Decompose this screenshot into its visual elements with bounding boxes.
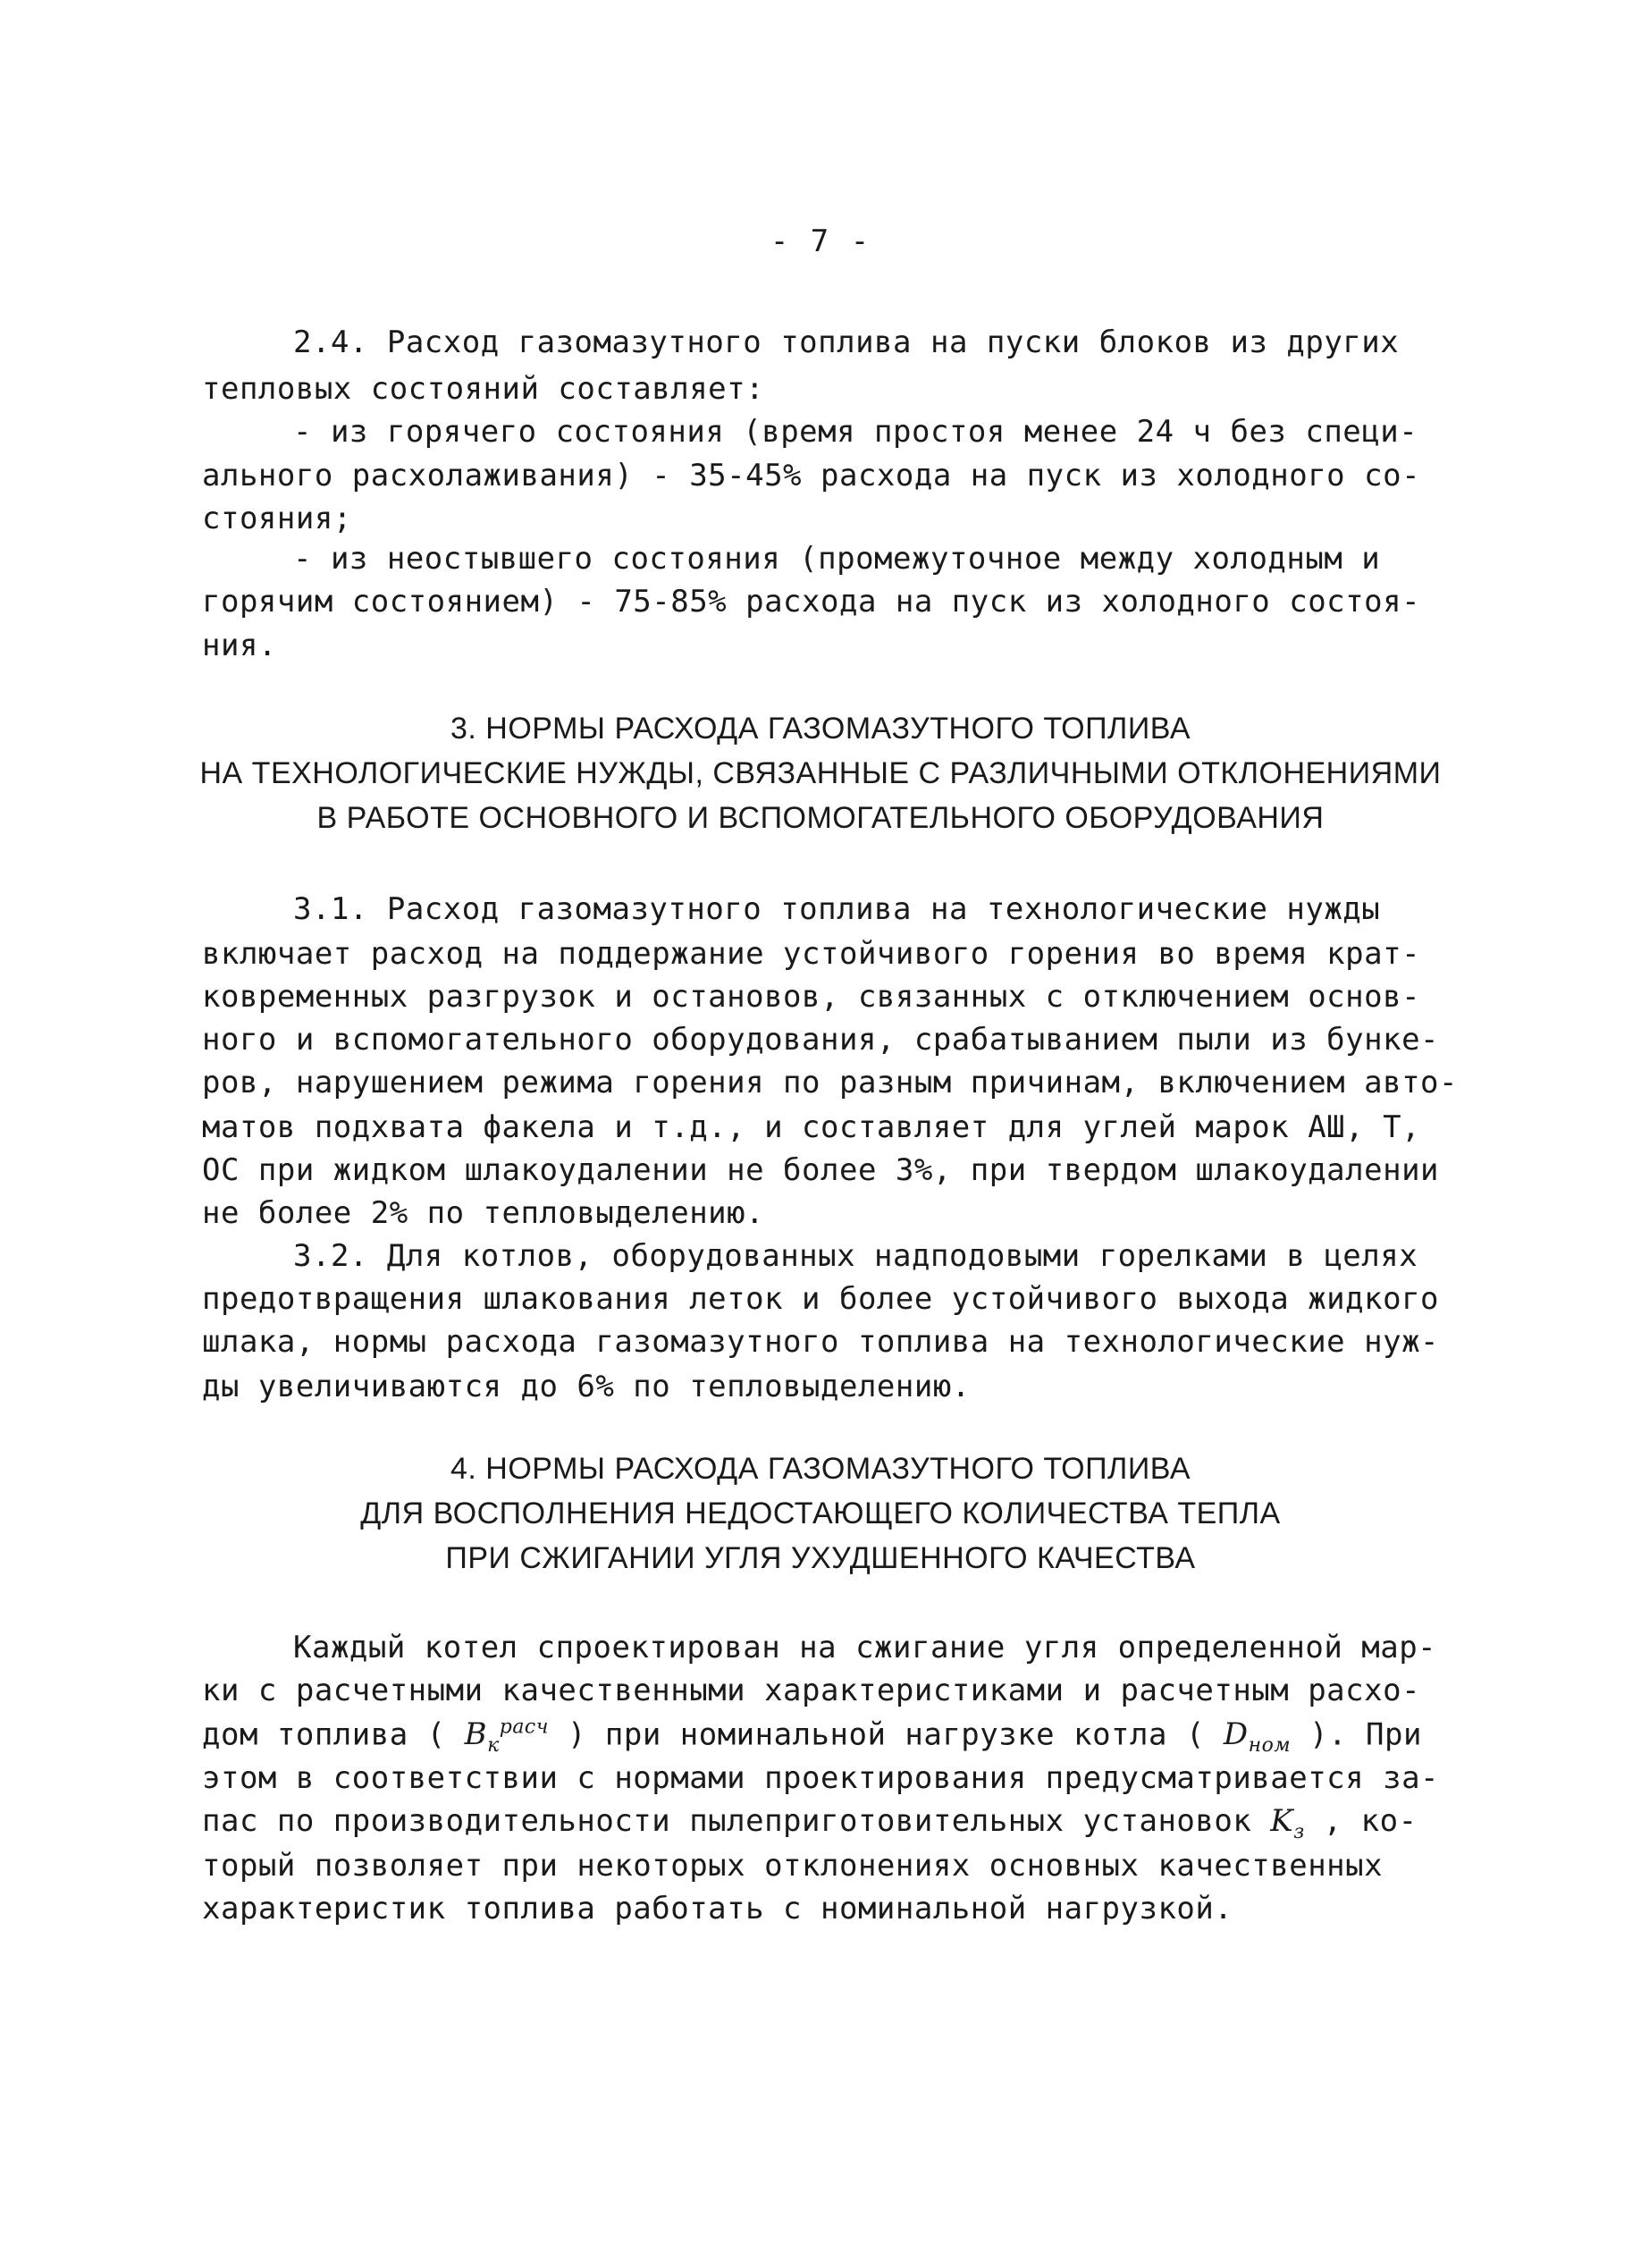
paragraph-line: ОС при жидком шлакоудалении не более 3%, при твердом шлакоудалении [202, 1152, 1440, 1188]
paragraph-line: этом в соответствии с нормами проектирования предусматривается за- [202, 1760, 1440, 1796]
paragraph-line: горячим состоянием) - 75-85% расхода на пуск из холодного состоя- [202, 584, 1421, 620]
paragraph-line: предотвращения шлакования леток и более устойчивого выхода жидкого [202, 1281, 1440, 1317]
paragraph-line: не более 2% по тепловыделению. [202, 1195, 765, 1231]
paragraph-line: 2.4. Расход газомазутного топлива на пуски блоков из других [293, 325, 1400, 360]
paragraph-line: ного и вспомогательного оборудования, срабатыванием пыли из бунке- [202, 1022, 1440, 1058]
paragraph-line: торый позволяет при некоторых отклонениях основных качественных [202, 1848, 1384, 1884]
paragraph-line: включает расход на поддержание устойчивого горения во время крат- [202, 936, 1421, 972]
paragraph-line: ковременных разгрузок и остановов, связанных с отключением основ- [202, 979, 1421, 1015]
section-heading: 3. НОРМЫ РАСХОДА ГАЗОМАЗУТНОГО ТОПЛИВА [450, 712, 1191, 746]
section-heading: 4. НОРМЫ РАСХОДА ГАЗОМАЗУТНОГО ТОПЛИВА [450, 1452, 1191, 1486]
paragraph-line: характеристик топлива работать с номинальной нагрузкой. [202, 1891, 1233, 1927]
paragraph-line: шлака, нормы расхода газомазутного топлива на технологические нуж- [202, 1324, 1440, 1360]
text-segment: ) при номинальной нагрузке котла ( [567, 1716, 1205, 1753]
formula-subscript: к [487, 1734, 500, 1758]
paragraph-line: 3.1. Расход газомазутного топлива на технологические нужды [293, 891, 1381, 927]
formula-base: K [1270, 1803, 1294, 1839]
formula-base: B [464, 1716, 488, 1753]
text-segment: дом топлива ( [202, 1716, 446, 1753]
section-heading: В РАБОТЕ ОСНОВНОГО И ВСПОМОГАТЕЛЬНОГО ОБОРУДОВАНИЯ [316, 801, 1325, 835]
section-heading: НА ТЕХНОЛОГИЧЕСКИЕ НУЖДЫ, СВЯЗАННЫЕ С РАЗЛИЧНЫМИ ОТКЛОНЕНИЯМИ [199, 756, 1442, 790]
paragraph-line-with-formula [202, 1803, 1418, 1843]
formula-subscript: ном [1248, 1734, 1292, 1758]
paragraph-line: Каждый котел спроектирован на сжигание угля определенной мар- [293, 1630, 1437, 1665]
paragraph-line: тепловых состояний составляет: [202, 371, 765, 407]
paragraph-line: ды увеличиваются до 6% по тепловыделению. [202, 1369, 971, 1404]
formula-d-nom [1223, 1716, 1292, 1758]
text-segment: пас по производительности пылеприготовительных установок [202, 1803, 1252, 1839]
formula-subscript: з [1293, 1820, 1305, 1843]
paragraph-line: - из неостывшего состояния (промежуточное между холодным и [293, 541, 1381, 577]
text-segment: ). При [1309, 1716, 1422, 1753]
paragraph-line: 3.2. Для котлов, оборудованных надподовыми горелками в целях [293, 1238, 1418, 1274]
formula-superscript: расч [499, 1716, 549, 1739]
paragraph-line: матов подхвата факела и т.д., и составляет для углей марок АШ, Т, [202, 1109, 1421, 1145]
page-number: - 7 - [770, 223, 871, 259]
paragraph-line: ров, нарушением режима горения по разным причинам, включением авто- [202, 1065, 1458, 1100]
formula-base: D [1223, 1716, 1249, 1753]
formula-k-z [1270, 1803, 1305, 1843]
text-segment: , ко- [1323, 1803, 1418, 1839]
paragraph-line: ки с расчетными качественными характеристиками и расчетным расхо- [202, 1673, 1421, 1708]
section-heading: ПРИ СЖИГАНИИ УГЛЯ УХУДШЕННОГО КАЧЕСТВА [445, 1541, 1196, 1575]
paragraph-line: - из горячего состояния (время простоя менее 24 ч без специ- [293, 414, 1418, 450]
formula-b-calc [464, 1716, 549, 1758]
section-heading: ДЛЯ ВОСПОЛНЕНИЯ НЕДОСТАЮЩЕГО КОЛИЧЕСТВА ТЕПЛА [360, 1497, 1281, 1530]
paragraph-line: ния. [202, 628, 277, 663]
paragraph-line: ального расхолаживания) - 35-45% расхода на пуск из холодного со- [202, 458, 1421, 493]
paragraph-line: стояния; [202, 501, 352, 536]
paragraph-line-with-formula [202, 1718, 1422, 1756]
